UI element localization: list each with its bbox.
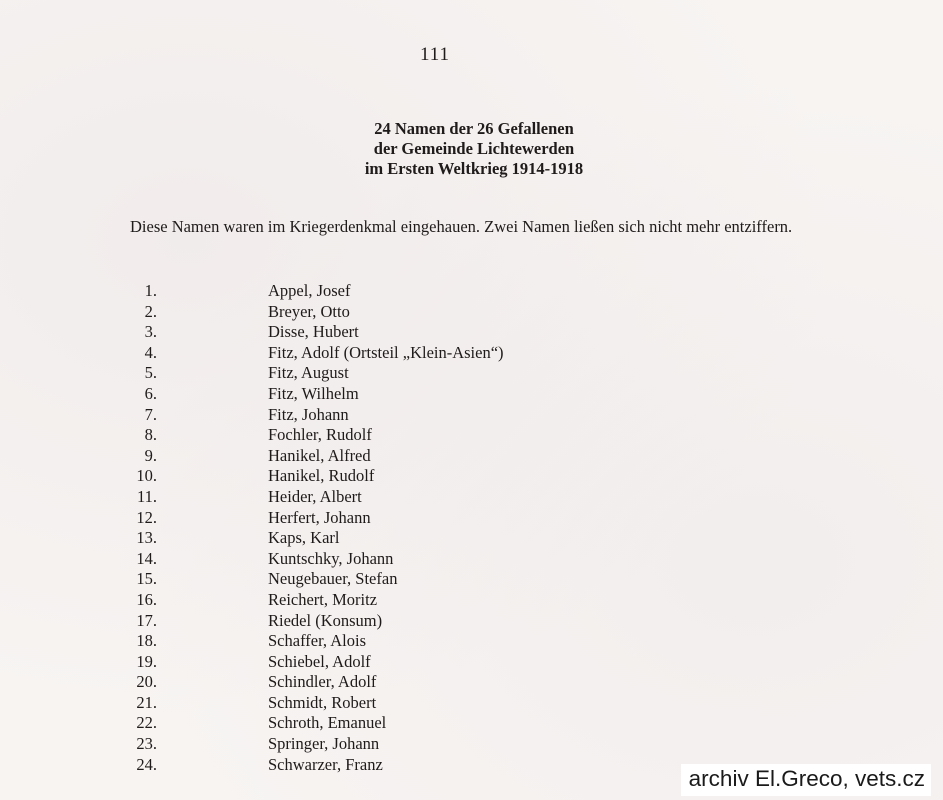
list-item bbox=[0, 590, 943, 611]
item-number: 1. bbox=[144, 281, 157, 300]
intro-paragraph: Diese Namen waren im Kriegerdenkmal eingehauen. Zwei Namen ließen sich nicht mehr entziffern. bbox=[130, 217, 793, 236]
item-name: Schwarzer, Franz bbox=[268, 754, 383, 774]
item-number: 3. bbox=[144, 322, 157, 342]
list-item bbox=[0, 487, 943, 508]
list-item bbox=[0, 672, 943, 693]
list-item bbox=[0, 734, 943, 755]
item-name: Herfert, Johann bbox=[268, 507, 371, 527]
list-item bbox=[0, 322, 943, 343]
item-number: 22. bbox=[136, 713, 157, 733]
list-item bbox=[0, 713, 943, 734]
item-name: Fitz, Wilhelm bbox=[268, 383, 359, 403]
list-item bbox=[0, 384, 943, 405]
list-item bbox=[0, 569, 943, 590]
item-number: 20. bbox=[136, 672, 157, 692]
item-number: 9. bbox=[144, 445, 157, 465]
list-item bbox=[0, 549, 943, 570]
item-name: Schaffer, Alois bbox=[268, 631, 367, 651]
archive-watermark: archiv El.Greco, vets.cz bbox=[681, 764, 931, 796]
item-number: 17. bbox=[136, 610, 157, 630]
title-line-2: der Gemeinde Lichtewerden bbox=[373, 139, 575, 158]
list-item bbox=[0, 281, 943, 302]
item-number: 24. bbox=[136, 754, 157, 774]
list-item bbox=[0, 302, 943, 323]
item-name: Heider, Albert bbox=[268, 486, 362, 506]
item-name: Fochler, Rudolf bbox=[268, 425, 372, 445]
item-name: Hanikel, Rudolf bbox=[268, 466, 375, 486]
item-name: Fitz, August bbox=[268, 363, 349, 383]
item-number: 19. bbox=[136, 651, 157, 671]
item-name: Kaps, Karl bbox=[268, 528, 340, 548]
list-item bbox=[0, 405, 943, 426]
item-name: Reichert, Moritz bbox=[268, 589, 378, 609]
list-item bbox=[0, 631, 943, 652]
item-number: 18. bbox=[136, 631, 157, 651]
item-number: 13. bbox=[136, 528, 157, 548]
title-line-3: im Ersten Weltkrieg 1914-1918 bbox=[364, 159, 584, 178]
item-number: 8. bbox=[144, 425, 157, 445]
list-item bbox=[0, 363, 943, 384]
item-name: Fitz, Johann bbox=[268, 404, 349, 424]
item-number: 7. bbox=[144, 404, 157, 424]
item-name: Breyer, Otto bbox=[268, 301, 350, 321]
item-name: Riedel (Konsum) bbox=[268, 610, 383, 630]
list-item bbox=[0, 343, 943, 364]
item-number: 10. bbox=[136, 466, 157, 486]
list-item bbox=[0, 446, 943, 467]
item-name: Fitz, Adolf (Ortsteil „Klein-Asien“) bbox=[268, 342, 504, 362]
item-name: Disse, Hubert bbox=[268, 322, 359, 342]
list-item bbox=[0, 693, 943, 714]
item-name: Neugebauer, Stefan bbox=[268, 569, 398, 589]
item-number: 14. bbox=[136, 548, 157, 568]
list-item bbox=[0, 425, 943, 446]
item-name: Hanikel, Alfred bbox=[268, 445, 371, 465]
item-number: 23. bbox=[136, 734, 157, 754]
list-item bbox=[0, 466, 943, 487]
item-number: 11. bbox=[136, 486, 157, 506]
list-item bbox=[0, 528, 943, 549]
item-name: Springer, Johann bbox=[268, 734, 380, 754]
item-name: Kuntschky, Johann bbox=[268, 548, 394, 568]
item-number: 15. bbox=[136, 569, 157, 589]
list-item bbox=[0, 652, 943, 673]
list-item bbox=[0, 611, 943, 632]
item-name: Appel, Josef bbox=[268, 281, 351, 300]
item-number: 16. bbox=[136, 589, 157, 609]
document-title bbox=[0, 119, 943, 179]
title-line-1: 24 Namen der 26 Gefallenen bbox=[374, 119, 574, 138]
item-name: Schroth, Emanuel bbox=[268, 713, 387, 733]
item-name: Schmidt, Robert bbox=[268, 692, 377, 712]
item-name: Schindler, Adolf bbox=[268, 672, 377, 692]
item-number: 5. bbox=[144, 363, 157, 383]
item-name: Schiebel, Adolf bbox=[268, 651, 371, 671]
page-number: 111 bbox=[419, 44, 451, 65]
item-number: 2. bbox=[144, 301, 157, 321]
item-number: 21. bbox=[136, 692, 157, 712]
item-number: 12. bbox=[136, 507, 157, 527]
item-number: 4. bbox=[144, 342, 157, 362]
item-number: 6. bbox=[144, 383, 157, 403]
names-list bbox=[0, 281, 943, 775]
list-item bbox=[0, 508, 943, 529]
